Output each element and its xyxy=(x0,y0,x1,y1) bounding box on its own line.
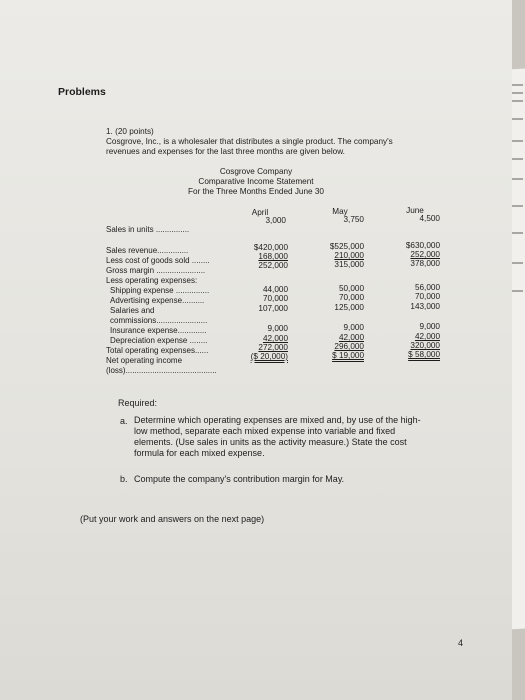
cell-value: ($ 20,000) xyxy=(250,352,288,361)
row-label: Advertising expense.......... xyxy=(110,296,205,305)
month-header: May xyxy=(332,207,348,216)
cell-value: 252,000 xyxy=(410,250,440,259)
row-label: Total operating expenses...... xyxy=(106,346,209,355)
row-label: Salaries and xyxy=(110,306,155,315)
statement-title: Comparative Income Statement xyxy=(198,177,314,186)
required-a-line: elements. (Use sales in units as the activity measure.) State the cost xyxy=(134,437,407,447)
cell-value: 296,000 xyxy=(334,342,364,351)
row-label: Sales in units ............... xyxy=(106,225,190,234)
cell-value: 70,000 xyxy=(414,292,440,301)
cell-value: 9,000 xyxy=(419,322,440,331)
required-heading: Required: xyxy=(118,398,158,408)
cell-value: $ 19,000 xyxy=(332,351,364,360)
cell-value: 320,000 xyxy=(410,341,440,350)
cell-value: $525,000 xyxy=(329,242,364,251)
cell-value: 42,000 xyxy=(338,333,364,342)
cell-value: 70,000 xyxy=(262,294,288,303)
required-b-label: b. xyxy=(120,474,128,484)
cell-value: $ 58,000 xyxy=(408,350,440,359)
cell-value: 4,500 xyxy=(419,214,440,223)
statement-period: For the Three Months Ended June 30 xyxy=(188,187,324,196)
cell-value: 9,000 xyxy=(267,324,288,333)
required-a-line: formula for each mixed expense. xyxy=(134,448,265,458)
row-label: (loss)......................................... xyxy=(106,366,217,375)
cell-value: 42,000 xyxy=(414,332,440,341)
cell-value: 125,000 xyxy=(334,303,364,312)
row-label: Net operating income xyxy=(106,356,183,365)
cell-value: 44,000 xyxy=(262,285,288,294)
cell-value: 9,000 xyxy=(343,323,364,332)
problem-number: 1. (20 points) xyxy=(106,127,154,136)
cell-value: 56,000 xyxy=(414,283,440,292)
cell-value: 70,000 xyxy=(338,293,364,302)
row-label: Less operating expenses: xyxy=(106,276,198,285)
row-label: Insurance expense............. xyxy=(110,326,207,335)
row-label: Shipping expense ............... xyxy=(110,286,210,295)
cell-value: 50,000 xyxy=(338,284,364,293)
cell-value: 315,000 xyxy=(334,260,364,269)
cell-value: 168,000 xyxy=(258,252,288,261)
cell-value: 143,000 xyxy=(410,302,440,311)
cell-value: 42,000 xyxy=(262,334,288,343)
page-number: 4 xyxy=(458,638,464,648)
row-label: Gross margin ...................... xyxy=(106,266,206,275)
cell-value: 3,750 xyxy=(343,215,364,224)
problem-intro-line: revenues and expenses for the last three months are given below. xyxy=(106,147,345,156)
required-a-line: Determine which operating expenses are mixed and, by use of the high- xyxy=(134,415,421,425)
row-label: commissions....................... xyxy=(110,316,208,325)
cell-value: 252,000 xyxy=(258,261,288,270)
required-a-line: low method, separate each mixed expense into variable and fixed xyxy=(134,426,396,436)
month-header: June xyxy=(406,206,424,215)
cell-value: 107,000 xyxy=(258,304,288,313)
cell-value: $420,000 xyxy=(253,243,288,252)
row-label: Depreciation expense ........ xyxy=(110,336,208,345)
cell-value: 272,000 xyxy=(258,343,288,352)
cell-value: 210,000 xyxy=(334,251,364,260)
required-a-label: a. xyxy=(120,416,128,426)
required-b-text: Compute the company's contribution margin for May. xyxy=(134,474,345,484)
cell-value: 3,000 xyxy=(265,216,286,225)
section-title: Problems xyxy=(58,86,106,98)
problem-intro-line: Cosgrove, Inc., is a wholesaler that distributes a single product. The company's xyxy=(106,137,393,146)
row-label: Less cost of goods sold ........ xyxy=(106,256,210,265)
footer-note: (Put your work and answers on the next page) xyxy=(80,514,265,524)
row-label: Sales revenue.............. xyxy=(106,246,189,255)
cell-value: $630,000 xyxy=(405,241,440,250)
cell-value: 378,000 xyxy=(410,259,440,268)
statement-company: Cosgrove Company xyxy=(219,167,293,176)
month-header: April xyxy=(251,208,269,217)
